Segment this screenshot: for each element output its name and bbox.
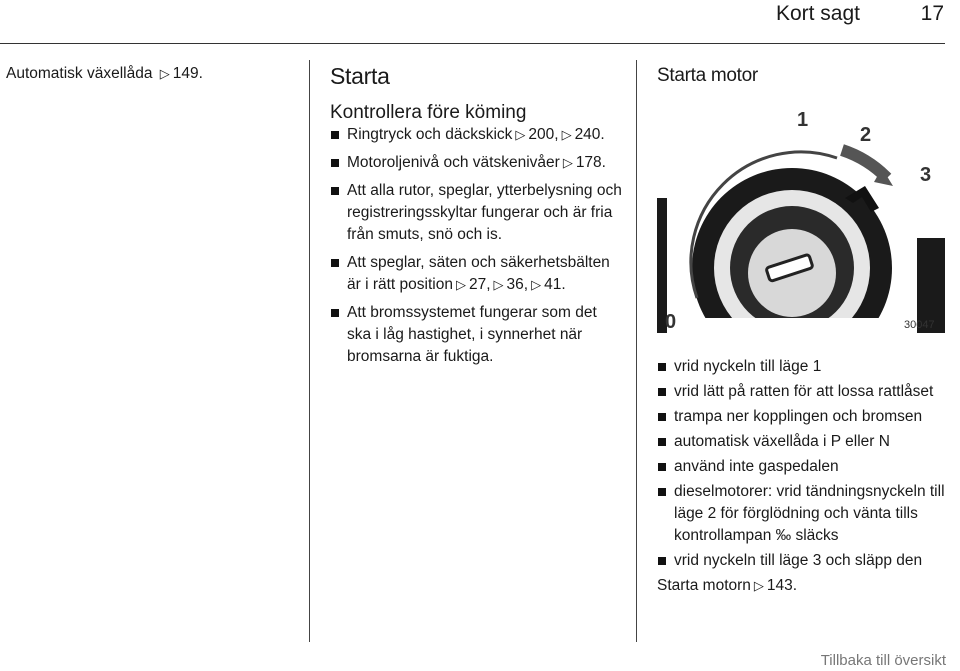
arrow-right-icon: ▷ bbox=[561, 127, 572, 142]
page-ref[interactable]: 36, bbox=[506, 276, 529, 293]
bullet-square-icon bbox=[658, 463, 666, 471]
position-label-3: 3 bbox=[920, 164, 932, 186]
checklist-item-text: Ringtryck och däckskick bbox=[347, 126, 513, 143]
arrow-right-icon: ▷ bbox=[159, 66, 170, 81]
start-footer-text: Starta motorn bbox=[657, 577, 751, 594]
column-1 bbox=[6, 63, 296, 85]
checklist-item-text: Att alla rutor, speglar, ytterbelysning och registreringsskyltar fungerar och är fria från smuts, snö och is. bbox=[347, 182, 622, 243]
position-label-2: 2 bbox=[860, 124, 872, 146]
arrow-right-icon: ▷ bbox=[753, 578, 764, 593]
header-title: Kort sagt bbox=[775, 2, 860, 25]
arrow-right-icon: ▷ bbox=[531, 277, 542, 292]
start-step-text: vrid nyckeln till läge 1 bbox=[674, 358, 822, 375]
arrow-right-icon: ▷ bbox=[493, 277, 504, 292]
checklist bbox=[330, 124, 625, 368]
column-divider-2 bbox=[636, 60, 637, 642]
checklist-item-text: Att bromssystemet fungerar som det ska i låg hastighet, i synnerhet när bromsarna är fuktiga. bbox=[347, 304, 597, 365]
back-to-overview-link[interactable]: Tillbaka till översikt bbox=[820, 652, 946, 669]
checklist-item bbox=[330, 124, 625, 146]
checklist-item bbox=[330, 252, 625, 296]
page-ref[interactable]: 200, bbox=[528, 126, 559, 143]
bullet-square-icon bbox=[331, 309, 339, 317]
column-3 bbox=[657, 60, 953, 597]
bullet-square-icon bbox=[658, 388, 666, 396]
start-step-text: dieselmotorer: vrid tändningsnyckeln till läge 2 för förglödning och vänta tills kontrollampan ‰ släcks bbox=[674, 483, 945, 544]
start-step-text: vrid nyckeln till läge 3 och släpp den bbox=[674, 552, 923, 569]
bullet-square-icon bbox=[331, 259, 339, 267]
bullet-square-icon bbox=[658, 363, 666, 371]
page-ref[interactable]: 41. bbox=[544, 276, 566, 293]
start-step bbox=[657, 406, 953, 428]
page-number: 17 bbox=[920, 2, 944, 25]
col1-text: Automatisk växellåda bbox=[6, 65, 153, 82]
bullet-square-icon bbox=[658, 438, 666, 446]
page-ref[interactable]: 27, bbox=[468, 276, 491, 293]
start-step-text: vrid lätt på ratten för att lossa rattlåset bbox=[674, 383, 934, 400]
arrow-right-icon: ▷ bbox=[455, 277, 466, 292]
ignition-figure bbox=[657, 98, 945, 333]
start-step bbox=[657, 481, 953, 547]
page-ref[interactable]: 240. bbox=[574, 126, 605, 143]
position-label-0: 0 bbox=[665, 311, 677, 333]
start-footer-ref[interactable]: 143. bbox=[766, 577, 798, 594]
start-step-text: trampa ner kopplingen och bromsen bbox=[674, 408, 923, 425]
page-ref[interactable]: 178. bbox=[575, 154, 606, 171]
bullet-square-icon bbox=[331, 131, 339, 139]
bullet-square-icon bbox=[331, 187, 339, 195]
start-step-text: automatisk växellåda i P eller N bbox=[674, 433, 890, 450]
start-footer bbox=[657, 575, 953, 597]
bullet-square-icon bbox=[331, 159, 339, 167]
start-step bbox=[657, 381, 953, 403]
bullet-square-icon bbox=[658, 557, 666, 565]
checklist-item bbox=[330, 302, 625, 368]
column-divider-1 bbox=[309, 60, 310, 642]
start-steps-list bbox=[657, 356, 953, 572]
arrow-right-icon: ▷ bbox=[515, 127, 526, 142]
header-divider bbox=[0, 43, 945, 44]
col1-ref[interactable]: 149. bbox=[172, 65, 203, 82]
bullet-square-icon bbox=[658, 413, 666, 421]
checklist-item bbox=[330, 152, 625, 174]
start-step bbox=[657, 550, 953, 572]
checklist-item bbox=[330, 180, 625, 246]
bullet-square-icon bbox=[658, 488, 666, 496]
arrow-right-icon: ▷ bbox=[562, 155, 573, 170]
start-step bbox=[657, 356, 953, 378]
start-step bbox=[657, 431, 953, 453]
section-subheading: Kontrollera före köming bbox=[330, 102, 527, 123]
checklist-item-text: Motoroljenivå och vätskenivåer bbox=[347, 154, 560, 171]
figure-code: 30047 bbox=[904, 319, 935, 331]
start-step bbox=[657, 456, 953, 478]
position-label-1: 1 bbox=[797, 109, 809, 131]
start-step-text: använd inte gaspedalen bbox=[674, 458, 839, 475]
starta-motor-heading: Starta motor bbox=[657, 65, 758, 86]
section-heading: Starta bbox=[330, 63, 390, 89]
column-2 bbox=[330, 60, 625, 374]
checklist-item-text: Att speglar, säten och säkerhetsbälten är i rätt position bbox=[347, 254, 610, 293]
